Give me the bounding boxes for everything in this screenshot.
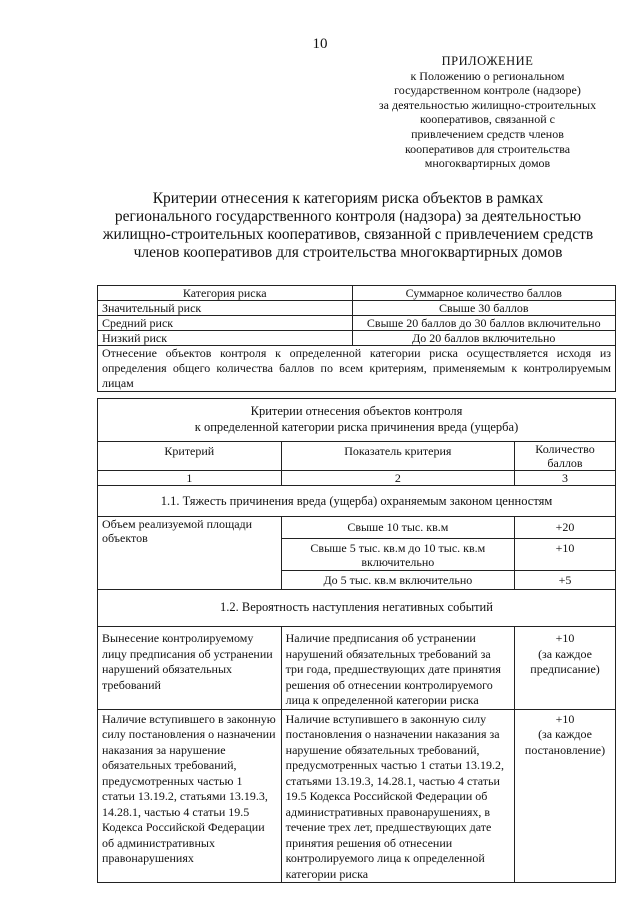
criteria-title — [98, 399, 616, 442]
table-row — [98, 331, 616, 346]
title-line: жилищно-строительных кооперативов, связанной с привлечением средств — [102, 226, 594, 243]
header-indicator: Показатель критерия — [281, 442, 514, 471]
appendix-line: государственном контроле (надзоре) — [394, 83, 581, 98]
points-cell: +10 — [515, 539, 616, 571]
title-line: членов кооперативов для строительства многоквартирных домов — [133, 244, 563, 261]
criterion-cell: Вынесение контролируемому лицу предписания об устранении нарушений обязательных требований — [98, 627, 282, 710]
col-number: 1 — [98, 471, 282, 486]
risk-name: Низкий риск — [98, 331, 353, 346]
appendix-heading: ПРИЛОЖЕНИЕ — [441, 54, 534, 68]
risk-category-table — [97, 285, 616, 392]
points-cell: +20 — [515, 517, 616, 539]
criterion-cell: Объем реализуемой площади объектов — [98, 517, 282, 590]
risk-note: Отнесение объектов контроля к определенной категории риска осуществляется исходя из определения общего количества баллов по всем критериям, применяемым к контролируемым лицам — [98, 346, 616, 392]
indicator-cell: Наличие предписания об устранении нарушений обязательных требований за три года, предшествующих дате принятия решения об отнесении контролируемого лица к определенной категории риска — [281, 627, 514, 710]
appendix-line: кооперативов для строительства — [404, 141, 571, 156]
table-row — [98, 627, 616, 710]
table-row — [98, 709, 616, 883]
indicator-cell: До 5 тыс. кв.м включительно — [281, 571, 514, 590]
section-2-title: 1.2. Вероятность наступления негативных событий — [98, 590, 616, 627]
table-header-row — [98, 286, 616, 301]
col-number: 3 — [515, 471, 616, 486]
header-points: Количество баллов — [515, 442, 616, 471]
page-number: 10 — [312, 36, 328, 52]
indicator-cell: Свыше 10 тыс. кв.м — [281, 517, 514, 539]
risk-name: Средний риск — [98, 316, 353, 331]
table-row — [98, 517, 616, 539]
criteria-title-line: к определенной категории риска причинения вреда (ущерба) — [194, 420, 519, 434]
appendix-block — [360, 54, 615, 171]
column-number-row — [98, 471, 616, 486]
appendix-line: к Положению о региональном — [410, 68, 565, 83]
section-title-row — [98, 486, 616, 517]
points-cell — [515, 627, 616, 710]
table-header-row — [98, 442, 616, 471]
col-number: 2 — [281, 471, 514, 486]
appendix-line: за деятельностью жилищно-строительных — [378, 97, 597, 112]
risk-points: До 20 баллов включительно — [352, 331, 616, 346]
table-row — [98, 316, 616, 331]
points-value: +10 — [555, 711, 575, 726]
table-row — [98, 346, 616, 392]
appendix-line: многоквартирных домов — [424, 156, 551, 171]
risk-points: Свыше 20 баллов до 30 баллов включительно — [352, 316, 616, 331]
section-title-row — [98, 590, 616, 627]
appendix-line: кооперативов, связанной с — [420, 112, 555, 127]
title-line: регионального государственного контроля (надзора) за деятельностью — [114, 208, 582, 225]
criteria-title-line: Критерии отнесения объектов контроля — [250, 404, 463, 418]
points-note: (за каждое постановление) — [524, 727, 606, 757]
table-row — [98, 301, 616, 316]
header-risk-category: Категория риска — [98, 286, 353, 301]
criteria-title-row — [98, 399, 616, 442]
points-cell: +5 — [515, 571, 616, 590]
points-cell — [515, 709, 616, 883]
risk-points: Свыше 30 баллов — [352, 301, 616, 316]
criteria-table — [97, 398, 616, 883]
indicator-cell: Наличие вступившего в законную силу постановления о назначении наказания за нарушение обязательных требований, предусмотренных частью 1 статьи 13.19.2, статьями 13.19.3, 14.28.1, частью 4 статьи 19.5 Кодекса Российской Федерации об административных правонарушениях, в течение трех лет, предшествующих дате принятия решения об отнесении контролируемого лица к определенной категории риска — [281, 709, 514, 883]
criterion-cell: Наличие вступившего в законную силу постановления о назначении наказания за нарушение обязательных требований, предусмотренных частью 1 статьи 13.19.2, статьями 13.19.3, 14.28.1, частью 4 статьи 19.5 Кодекса Российской Федерации об административных правонарушениях — [98, 709, 282, 883]
points-note: (за каждое предписание) — [530, 646, 600, 676]
title-line: Критерии отнесения к категориям риска объектов в рамках — [152, 190, 544, 207]
section-1-title: 1.1. Тяжесть причинения вреда (ущерба) охраняемым законом ценностям — [98, 486, 616, 517]
header-total-points: Суммарное количество баллов — [352, 286, 616, 301]
indicator-cell: Свыше 5 тыс. кв.м до 10 тыс. кв.м включительно — [281, 539, 514, 571]
points-value: +10 — [555, 631, 575, 645]
risk-name: Значительный риск — [98, 301, 353, 316]
header-criterion: Критерий — [98, 442, 282, 471]
document-title — [88, 190, 608, 262]
appendix-line: привлечением средств членов — [411, 126, 564, 141]
